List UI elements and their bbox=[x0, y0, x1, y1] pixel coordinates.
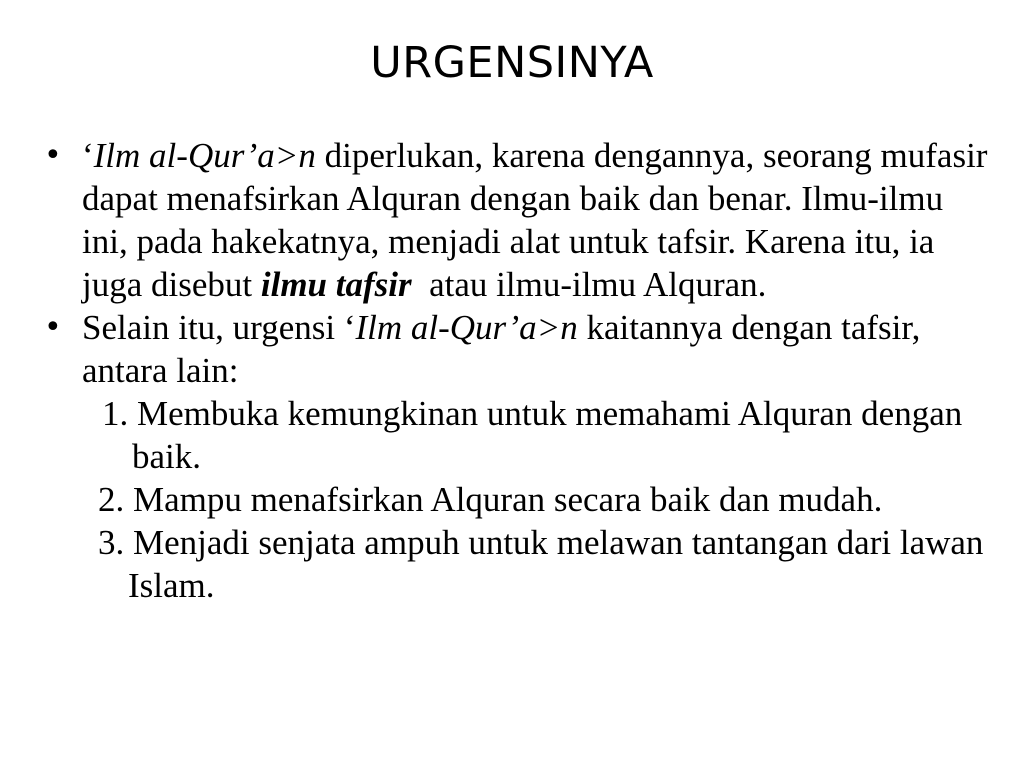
numbered-item-1: 1. Membuka kemungkinan untuk memahami Alquran dengan baik. bbox=[102, 394, 963, 476]
emphasized-term: ilmu tafsir bbox=[260, 265, 412, 304]
bullet-item-1 bbox=[44, 134, 994, 306]
bullet-text-end: atau ilmu-ilmu Alquran. bbox=[411, 265, 767, 304]
slide-title: URGENSINYA bbox=[370, 38, 654, 88]
slide-content bbox=[44, 134, 994, 607]
bullet-text: Selain itu, urgensi ‘ bbox=[82, 308, 356, 347]
italic-term: Ilm al-Qur’a>n bbox=[93, 136, 316, 175]
bullet-item-2 bbox=[44, 306, 994, 392]
bullet-text-end: kaitannya dengan tafsir, antara lain: bbox=[82, 308, 921, 390]
numbered-item-3: 3. Menjadi senjata ampuh untuk melawan tantangan dari lawan Islam. bbox=[98, 523, 984, 605]
bullet-dot: • bbox=[44, 138, 62, 173]
bullet-text: diperlukan, karena dengannya, seorang mufasir dapat menafsirkan Alquran dengan baik dan benar. Ilmu-ilmu ini, pada hakekatnya, menjadi alat untuk tafsir. Karena itu, ia juga disebut bbox=[82, 136, 988, 304]
opening-quote: ‘ bbox=[82, 136, 94, 175]
italic-term: Ilm al-Qur’a>n bbox=[355, 308, 578, 347]
bullet-dot: • bbox=[44, 310, 62, 345]
numbered-item-2: 2. Mampu menafsirkan Alquran secara baik dan mudah. bbox=[98, 480, 883, 519]
